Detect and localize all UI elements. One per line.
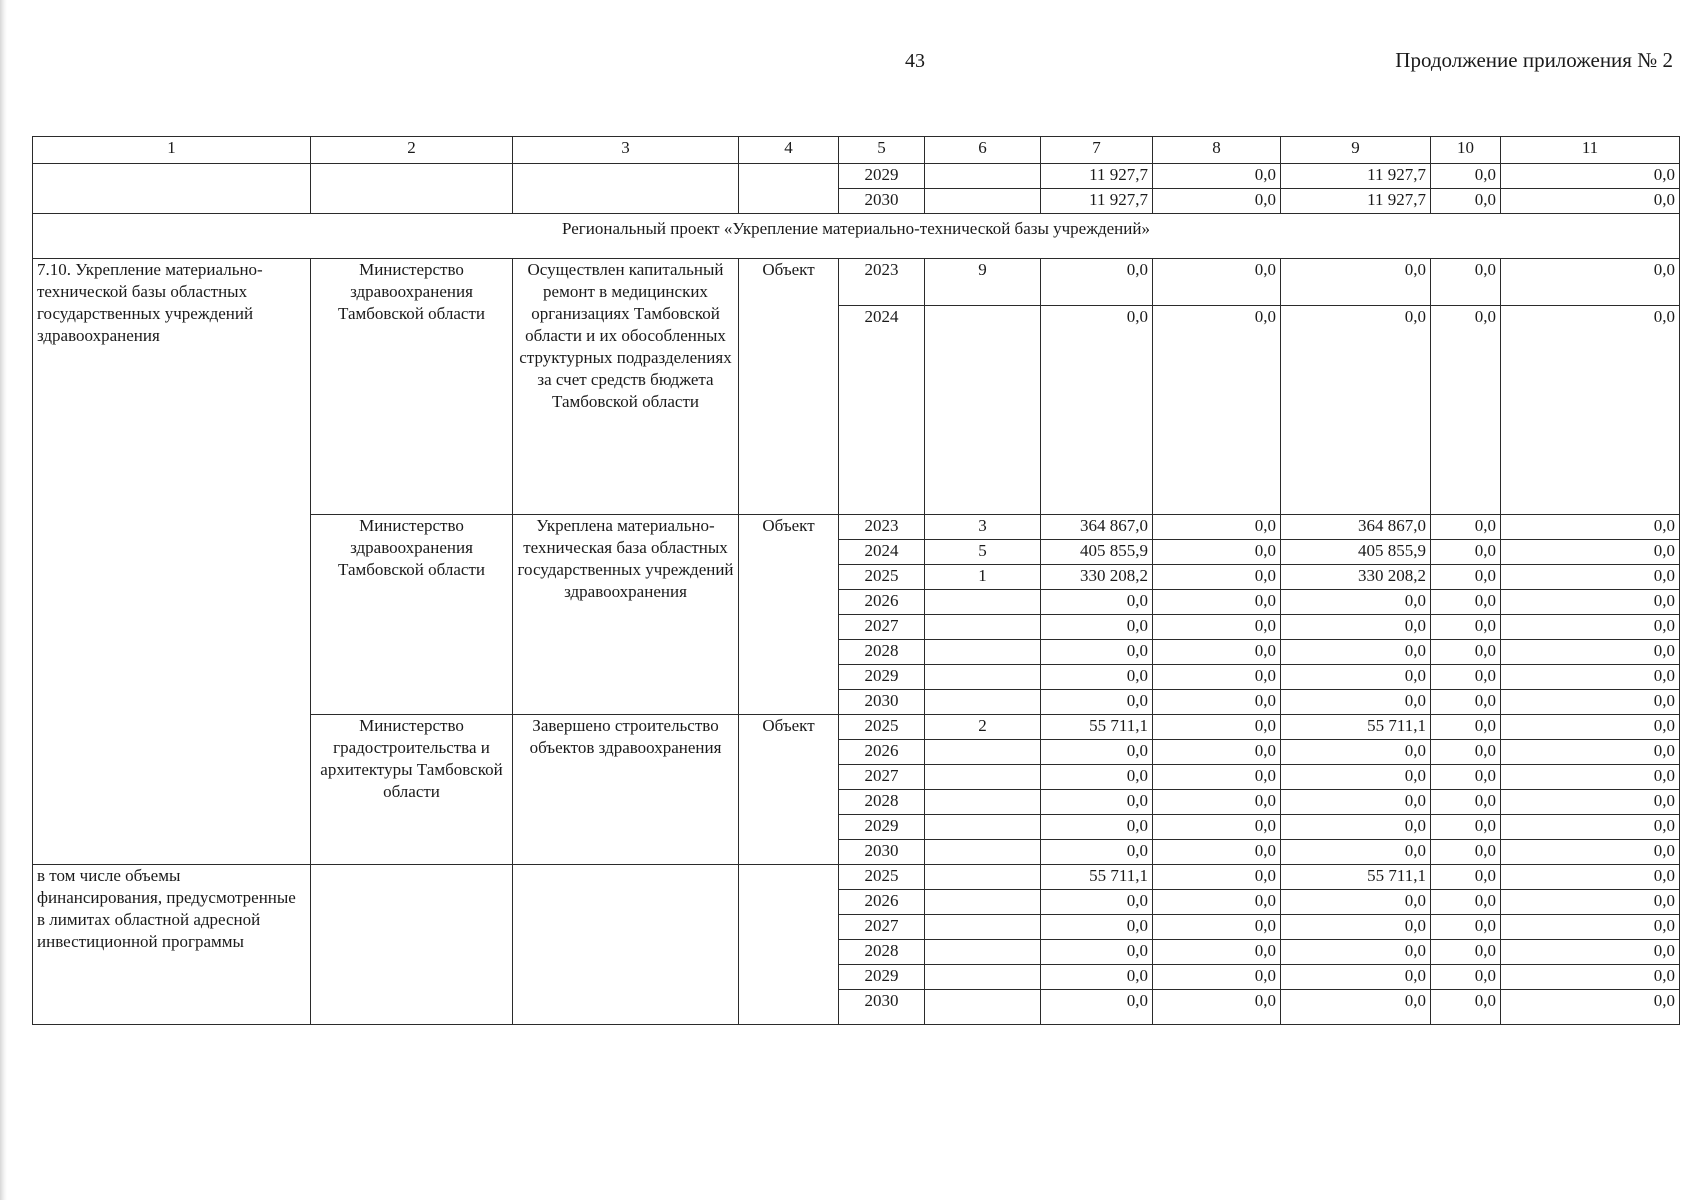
header-col-7: 7 xyxy=(1041,137,1153,164)
cell-col6: 5 xyxy=(925,540,1041,565)
cell-c9: 0,0 xyxy=(1281,890,1431,915)
cell-col6 xyxy=(925,164,1041,189)
cell-col6 xyxy=(925,665,1041,690)
cell-c7: 55 711,1 xyxy=(1041,715,1153,740)
cell-c10: 0,0 xyxy=(1431,990,1501,1025)
cell-col6 xyxy=(925,306,1041,515)
cell-c9: 364 867,0 xyxy=(1281,515,1431,540)
cell-c8: 0,0 xyxy=(1153,690,1281,715)
cell-c9: 0,0 xyxy=(1281,915,1431,940)
table-row xyxy=(33,865,1680,890)
cell-c10: 0,0 xyxy=(1431,815,1501,840)
cell-c11: 0,0 xyxy=(1501,965,1680,990)
cell-c7: 0,0 xyxy=(1041,665,1153,690)
cell-c10: 0,0 xyxy=(1431,965,1501,990)
cell-col6 xyxy=(925,590,1041,615)
cell-c7: 0,0 xyxy=(1041,915,1153,940)
cell-c7: 0,0 xyxy=(1041,765,1153,790)
cell-c9: 0,0 xyxy=(1281,815,1431,840)
year-cell: 2024 xyxy=(839,306,925,515)
empty-cell xyxy=(739,164,839,214)
cell-col6 xyxy=(925,790,1041,815)
year-cell: 2030 xyxy=(839,990,925,1025)
cell-c10: 0,0 xyxy=(1431,665,1501,690)
cell-c7: 0,0 xyxy=(1041,840,1153,865)
financing-table xyxy=(32,136,1680,1025)
cell-c11: 0,0 xyxy=(1501,840,1680,865)
section-title: Региональный проект «Укрепление материально-технической базы учреждений» xyxy=(33,214,1680,259)
cell-c9: 0,0 xyxy=(1281,259,1431,306)
cell-c11: 0,0 xyxy=(1501,259,1680,306)
cell-c11: 0,0 xyxy=(1501,690,1680,715)
cell-c8: 0,0 xyxy=(1153,990,1281,1025)
cell-c7: 0,0 xyxy=(1041,615,1153,640)
cell-col6: 3 xyxy=(925,515,1041,540)
year-cell: 2029 xyxy=(839,815,925,840)
cell-c8: 0,0 xyxy=(1153,940,1281,965)
cell-c9: 0,0 xyxy=(1281,940,1431,965)
empty-cell xyxy=(311,865,513,1025)
cell-c7: 0,0 xyxy=(1041,590,1153,615)
cell-c10: 0,0 xyxy=(1431,590,1501,615)
cell-c10: 0,0 xyxy=(1431,890,1501,915)
cell-col6 xyxy=(925,815,1041,840)
cell-c11: 0,0 xyxy=(1501,665,1680,690)
cell-col6 xyxy=(925,640,1041,665)
year-cell: 2025 xyxy=(839,715,925,740)
cell-c9: 0,0 xyxy=(1281,840,1431,865)
cell-c8: 0,0 xyxy=(1153,515,1281,540)
cell-c7: 330 208,2 xyxy=(1041,565,1153,590)
year-cell: 2030 xyxy=(839,840,925,865)
cell-col6 xyxy=(925,915,1041,940)
year-cell: 2025 xyxy=(839,565,925,590)
cell-c10: 0,0 xyxy=(1431,790,1501,815)
section-row xyxy=(33,214,1680,259)
cell-c8: 0,0 xyxy=(1153,590,1281,615)
year-cell: 2028 xyxy=(839,940,925,965)
table-row xyxy=(33,259,1680,306)
year-cell: 2029 xyxy=(839,965,925,990)
cell-col6 xyxy=(925,990,1041,1025)
cell-col6 xyxy=(925,865,1041,890)
cell-c7: 0,0 xyxy=(1041,690,1153,715)
cell-c11: 0,0 xyxy=(1501,715,1680,740)
header-col-2: 2 xyxy=(311,137,513,164)
cell-c8: 0,0 xyxy=(1153,815,1281,840)
cell-c8: 0,0 xyxy=(1153,565,1281,590)
cell-c8: 0,0 xyxy=(1153,965,1281,990)
cell-c9: 0,0 xyxy=(1281,306,1431,515)
cell-col6: 9 xyxy=(925,259,1041,306)
year-cell: 2027 xyxy=(839,765,925,790)
cell-c8: 0,0 xyxy=(1153,540,1281,565)
cell-c9: 330 208,2 xyxy=(1281,565,1431,590)
header-col-8: 8 xyxy=(1153,137,1281,164)
cell-c10: 0,0 xyxy=(1431,765,1501,790)
cell-c11: 0,0 xyxy=(1501,790,1680,815)
cell-c7: 11 927,7 xyxy=(1041,164,1153,189)
empty-cell xyxy=(33,164,311,214)
cell-c10: 0,0 xyxy=(1431,740,1501,765)
cell-c11: 0,0 xyxy=(1501,640,1680,665)
header-col-1: 1 xyxy=(33,137,311,164)
header-col-5: 5 xyxy=(839,137,925,164)
cell-c11: 0,0 xyxy=(1501,515,1680,540)
ministry-cell: Министерство здравоохранения Тамбовской области xyxy=(311,259,513,515)
cell-c8: 0,0 xyxy=(1153,615,1281,640)
cell-c9: 0,0 xyxy=(1281,590,1431,615)
cell-c8: 0,0 xyxy=(1153,765,1281,790)
cell-c11: 0,0 xyxy=(1501,765,1680,790)
cell-c7: 0,0 xyxy=(1041,306,1153,515)
cell-c10: 0,0 xyxy=(1431,640,1501,665)
cell-c9: 0,0 xyxy=(1281,790,1431,815)
cell-c7: 0,0 xyxy=(1041,965,1153,990)
year-cell: 2029 xyxy=(839,665,925,690)
cell-c8: 0,0 xyxy=(1153,259,1281,306)
year-cell: 2030 xyxy=(839,189,925,214)
cell-c7: 0,0 xyxy=(1041,740,1153,765)
cell-c10: 0,0 xyxy=(1431,865,1501,890)
cell-c11: 0,0 xyxy=(1501,940,1680,965)
result-cell: Завершено строительство объектов здравоохранения xyxy=(513,715,739,865)
cell-c8: 0,0 xyxy=(1153,740,1281,765)
empty-cell xyxy=(513,865,739,1025)
cell-c7: 55 711,1 xyxy=(1041,865,1153,890)
header-col-3: 3 xyxy=(513,137,739,164)
cell-col6 xyxy=(925,615,1041,640)
cell-col6 xyxy=(925,940,1041,965)
cell-col6 xyxy=(925,740,1041,765)
cell-c10: 0,0 xyxy=(1431,540,1501,565)
cell-c9: 0,0 xyxy=(1281,965,1431,990)
ministry-cell: Министерство здравоохранения Тамбовской области xyxy=(311,515,513,715)
cell-c10: 0,0 xyxy=(1431,259,1501,306)
cell-c10: 0,0 xyxy=(1431,615,1501,640)
cell-c8: 0,0 xyxy=(1153,665,1281,690)
investment-label: в том числе объемы финансирования, предусмотренные в лимитах областной адресной инвестиционной программы xyxy=(33,865,311,1025)
year-cell: 2023 xyxy=(839,515,925,540)
cell-c9: 0,0 xyxy=(1281,990,1431,1025)
cell-c8: 0,0 xyxy=(1153,164,1281,189)
cell-c11: 0,0 xyxy=(1501,915,1680,940)
cell-c11: 0,0 xyxy=(1501,740,1680,765)
cell-c11: 0,0 xyxy=(1501,306,1680,515)
cell-c7: 0,0 xyxy=(1041,990,1153,1025)
unit-cell: Объект xyxy=(739,515,839,715)
cell-c9: 0,0 xyxy=(1281,665,1431,690)
unit-cell: Объект xyxy=(739,259,839,515)
year-cell: 2026 xyxy=(839,590,925,615)
cell-c11: 0,0 xyxy=(1501,990,1680,1025)
cell-c7: 0,0 xyxy=(1041,815,1153,840)
cell-col6 xyxy=(925,965,1041,990)
cell-c10: 0,0 xyxy=(1431,940,1501,965)
cell-c8: 0,0 xyxy=(1153,915,1281,940)
cell-c9: 55 711,1 xyxy=(1281,715,1431,740)
year-cell: 2028 xyxy=(839,640,925,665)
cell-c10: 0,0 xyxy=(1431,164,1501,189)
cell-c11: 0,0 xyxy=(1501,164,1680,189)
cell-c11: 0,0 xyxy=(1501,565,1680,590)
cell-c8: 0,0 xyxy=(1153,790,1281,815)
cell-c9: 0,0 xyxy=(1281,690,1431,715)
cell-c8: 0,0 xyxy=(1153,890,1281,915)
cell-c9: 405 855,9 xyxy=(1281,540,1431,565)
cell-c8: 0,0 xyxy=(1153,189,1281,214)
cell-c7: 0,0 xyxy=(1041,640,1153,665)
cell-col6 xyxy=(925,840,1041,865)
year-cell: 2029 xyxy=(839,164,925,189)
unit-cell: Объект xyxy=(739,715,839,865)
cell-col6: 1 xyxy=(925,565,1041,590)
cell-col6: 2 xyxy=(925,715,1041,740)
header-col-4: 4 xyxy=(739,137,839,164)
page-number: 43 xyxy=(905,50,925,72)
year-cell: 2024 xyxy=(839,540,925,565)
ministry-cell: Министерство градостроительства и архитектуры Тамбовской области xyxy=(311,715,513,865)
cell-c10: 0,0 xyxy=(1431,840,1501,865)
year-cell: 2028 xyxy=(839,790,925,815)
cell-c10: 0,0 xyxy=(1431,690,1501,715)
header-col-11: 11 xyxy=(1501,137,1680,164)
cell-c11: 0,0 xyxy=(1501,815,1680,840)
header-row xyxy=(33,137,1680,164)
year-cell: 2027 xyxy=(839,615,925,640)
cell-c7: 364 867,0 xyxy=(1041,515,1153,540)
appendix-note: Продолжение приложения № 2 xyxy=(1395,48,1673,72)
cell-c8: 0,0 xyxy=(1153,306,1281,515)
cell-c7: 11 927,7 xyxy=(1041,189,1153,214)
header-col-9: 9 xyxy=(1281,137,1431,164)
cell-c7: 0,0 xyxy=(1041,259,1153,306)
cell-c8: 0,0 xyxy=(1153,840,1281,865)
cell-c9: 0,0 xyxy=(1281,640,1431,665)
cell-c8: 0,0 xyxy=(1153,715,1281,740)
empty-cell xyxy=(513,164,739,214)
cell-c9: 0,0 xyxy=(1281,615,1431,640)
year-cell: 2030 xyxy=(839,690,925,715)
header-col-6: 6 xyxy=(925,137,1041,164)
item-title: 7.10. Укрепление материально-технической базы областных государственных учреждений здравоохранения xyxy=(33,259,311,865)
result-cell: Осуществлен капитальный ремонт в медицинских организациях Тамбовской области и их обособленных структурных подразделениях за счет средств бюджета Тамбовской области xyxy=(513,259,739,515)
cell-c8: 0,0 xyxy=(1153,865,1281,890)
cell-c11: 0,0 xyxy=(1501,890,1680,915)
cell-c9: 0,0 xyxy=(1281,765,1431,790)
cell-c10: 0,0 xyxy=(1431,515,1501,540)
year-cell: 2026 xyxy=(839,740,925,765)
table-row xyxy=(33,164,1680,189)
cell-c10: 0,0 xyxy=(1431,189,1501,214)
cell-c7: 405 855,9 xyxy=(1041,540,1153,565)
cell-c10: 0,0 xyxy=(1431,306,1501,515)
cell-c7: 0,0 xyxy=(1041,890,1153,915)
cell-col6 xyxy=(925,189,1041,214)
cell-c7: 0,0 xyxy=(1041,940,1153,965)
cell-c9: 0,0 xyxy=(1281,740,1431,765)
cell-col6 xyxy=(925,765,1041,790)
cell-col6 xyxy=(925,890,1041,915)
cell-c10: 0,0 xyxy=(1431,565,1501,590)
result-cell: Укреплена материально-техническая база областных государственных учреждений здравоохранения xyxy=(513,515,739,715)
cell-c10: 0,0 xyxy=(1431,915,1501,940)
cell-c11: 0,0 xyxy=(1501,615,1680,640)
cell-c10: 0,0 xyxy=(1431,715,1501,740)
cell-c9: 11 927,7 xyxy=(1281,164,1431,189)
empty-cell xyxy=(311,164,513,214)
year-cell: 2023 xyxy=(839,259,925,306)
cell-c9: 11 927,7 xyxy=(1281,189,1431,214)
year-cell: 2025 xyxy=(839,865,925,890)
cell-c11: 0,0 xyxy=(1501,189,1680,214)
year-cell: 2027 xyxy=(839,915,925,940)
scan-edge xyxy=(0,0,7,1200)
cell-c7: 0,0 xyxy=(1041,790,1153,815)
empty-cell xyxy=(739,865,839,1025)
cell-c8: 0,0 xyxy=(1153,640,1281,665)
cell-c11: 0,0 xyxy=(1501,590,1680,615)
cell-c9: 55 711,1 xyxy=(1281,865,1431,890)
cell-c11: 0,0 xyxy=(1501,865,1680,890)
cell-col6 xyxy=(925,690,1041,715)
header-col-10: 10 xyxy=(1431,137,1501,164)
year-cell: 2026 xyxy=(839,890,925,915)
cell-c11: 0,0 xyxy=(1501,540,1680,565)
